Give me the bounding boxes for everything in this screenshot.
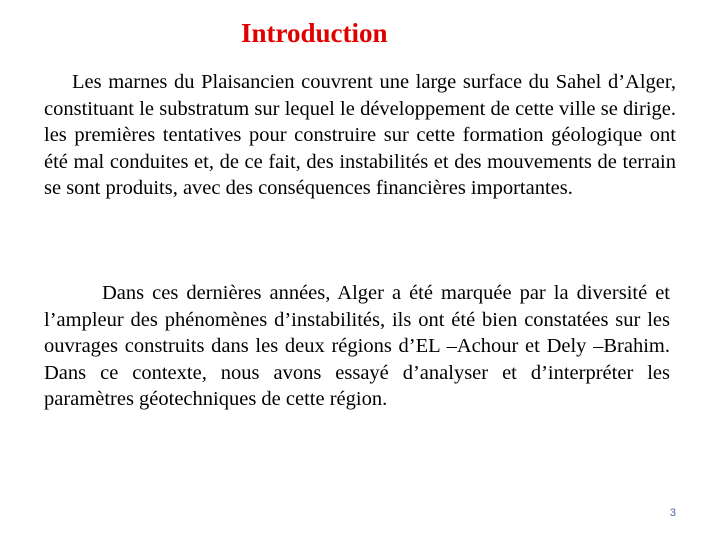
- paragraph-intro: Les marnes du Plaisancien couvrent une large surface du Sahel d’Alger, constituant le substratum sur lequel le développement de cette ville se dirige. les premières tentatives pour construire sur cette formation géologique ont été mal conduites et, de ce fait, des instabilités et des mouvements de terrain se sont produits, avec des conséquences financières importantes.: [44, 71, 676, 200]
- paragraph-context: Dans ces dernières années, Alger a été marquée par la diversité et l’ampleur des phénomènes d’instabilités, ils ont été bien constatées sur les ouvrages construits dans les deux régions d’EL –Achour et Dely –Brahim. Dans ce contexte, nous avons essayé d’analyser et d’interpréter les paramètres géotechniques de cette région.: [44, 282, 670, 411]
- slide-title: Introduction: [241, 18, 388, 48]
- page-number: 3: [669, 507, 676, 519]
